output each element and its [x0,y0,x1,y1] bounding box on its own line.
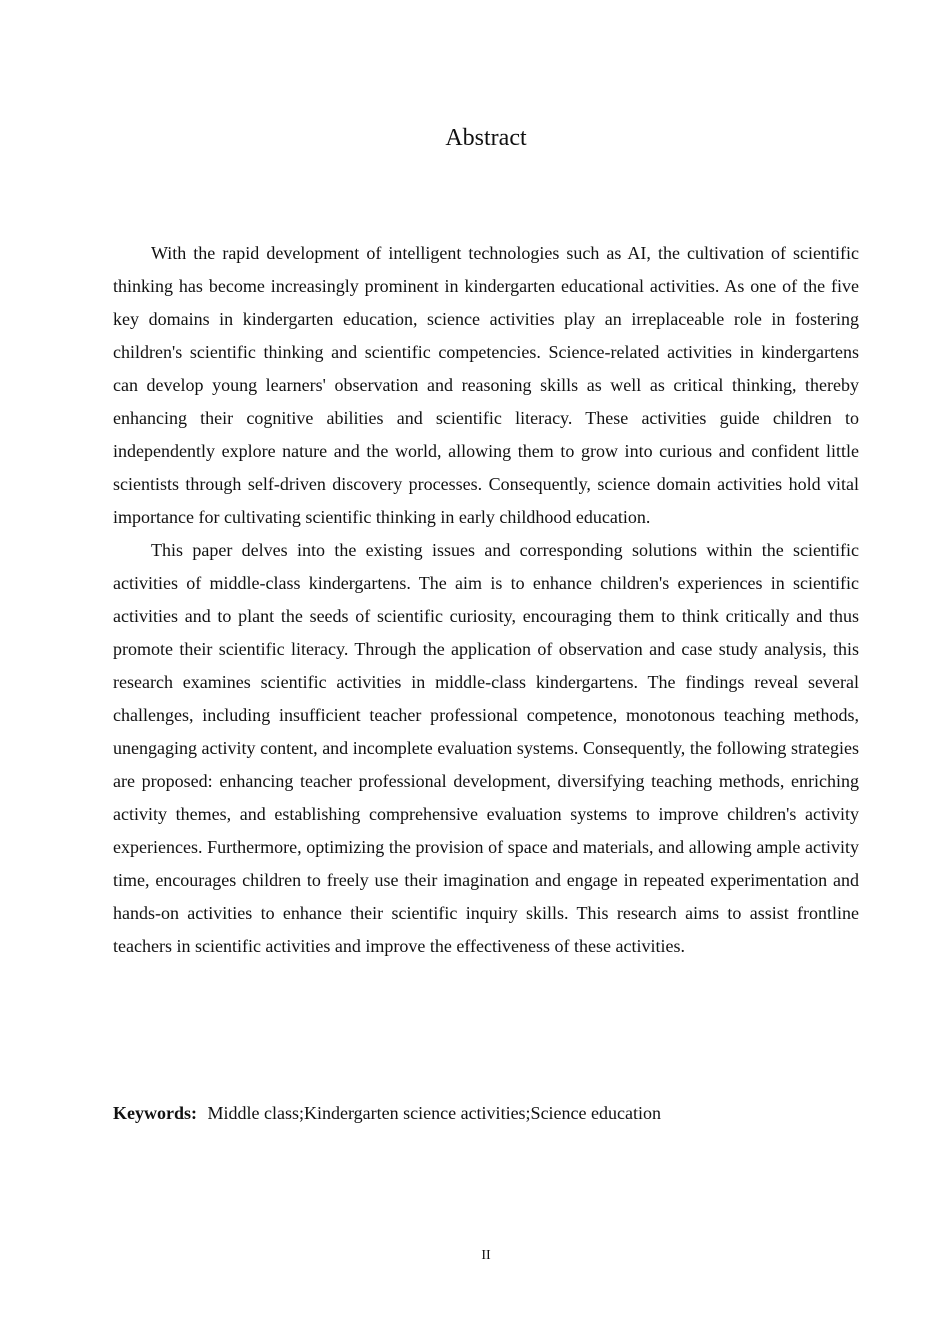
page-title: Abstract [445,125,527,151]
abstract-paragraph-1: With the rapid development of intelligent technologies such as AI, the cultivation of scientific thinking has become increasingly prominent in kindergarten educational activities. As one of the five key domains in kindergarten education, science activities play an irreplaceable role in fostering children's scientific thinking and scientific competencies. Science-related activities in kindergartens can develop young learners' observation and reasoning skills as well as critical thinking, thereby enhancing their cognitive abilities and scientific literacy. These activities guide children to independently explore nature and the world, allowing them to grow into curious and confident little scientists through self-driven discovery processes. Consequently, science domain activities hold vital importance for cultivating scientific thinking in early childhood education. [113,243,859,527]
keywords-line [113,1097,859,1130]
keywords-value: Middle class;Kindergarten science activities;Science education [207,1103,661,1123]
abstract-paragraph-2: This paper delves into the existing issues and corresponding solutions within the scientific activities of middle-class kindergartens. The aim is to enhance children's experiences in scientific activities and to plant the seeds of scientific curiosity, encouraging them to think critically and thus promote their scientific literacy. Through the application of observation and case study analysis, this research examines scientific activities in middle-class kindergartens. The findings reveal several challenges, including insufficient teacher professional competence, monotonous teaching methods, unengaging activity content, and incomplete evaluation systems. Consequently, the following strategies are proposed: enhancing teacher professional development, diversifying teaching methods, enriching activity themes, and establishing comprehensive evaluation systems to improve children's activity experiences. Furthermore, optimizing the provision of space and materials, and allowing ample activity time, encourages children to freely use their imagination and engage in repeated experimentation and hands-on activities to enhance their scientific inquiry skills. This research aims to assist frontline teachers in scientific activities and improve the effectiveness of these activities. [113,540,859,956]
page-number: II [481,1248,491,1263]
keywords-label: Keywords: [113,1103,197,1123]
abstract-body [113,237,859,963]
